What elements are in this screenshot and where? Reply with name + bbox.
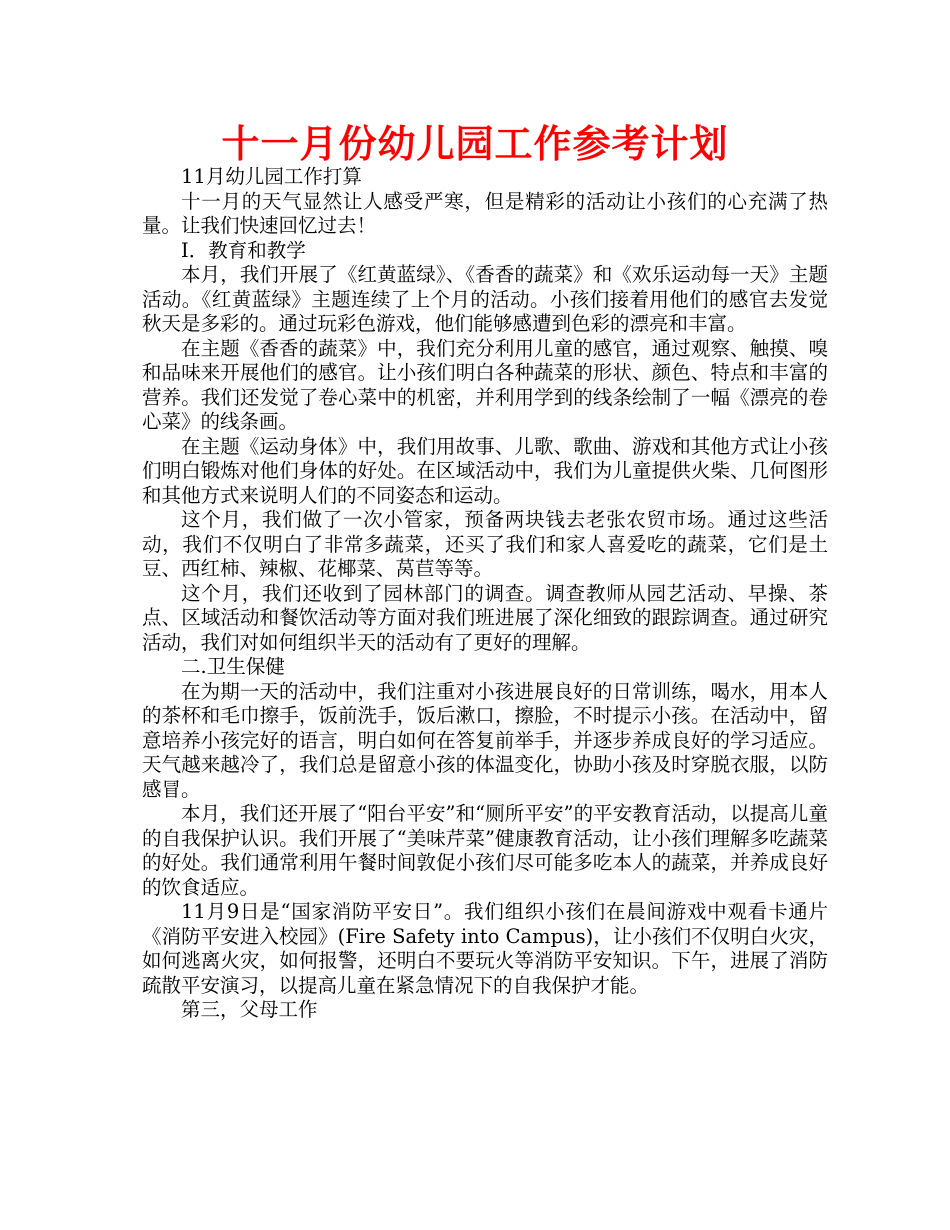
paragraph-survey: 这个月，我们还收到了园林部门的调查。调查教师从园艺活动、早操、茶点、区域活动和餐饮活动等方面对我们班进展了深化细致的跟踪调查。通过研究活动，我们对如何组织半天的活动有了更好的理解。 bbox=[142, 581, 828, 654]
section-heading-education: I．教育和教学 bbox=[181, 238, 306, 262]
paragraph-plan-heading: 11月幼儿园工作打算 bbox=[181, 165, 362, 188]
section-heading-parents: 第三，父母工作 bbox=[181, 998, 318, 1021]
paragraph-safety-education: 本月，我们还开展了“阳台平安”和“厕所平安”的平安教育活动，以提高儿童的自我保护认识。我们开展了“美味芹菜”健康教育活动，让小孩们理解多吃蔬菜的好处。我们通常利用午餐时间敦促小孩们尽可能多吃本人的蔬菜，并养成良好的饮食适应。 bbox=[142, 802, 828, 899]
paragraph-themes: 本月，我们开展了《红黄蓝绿》、《香香的蔬菜》和《欢乐运动每一天》主题活动。《红黄蓝绿》主题连续了上个月的活动。小孩们接着用他们的感官去发觉秋天是多彩的。通过玩彩色游戏，他们能够感遭到色彩的漂亮和丰富。 bbox=[142, 263, 828, 335]
section-heading-health: 二.卫生保健 bbox=[181, 655, 285, 678]
paragraph-intro: 十一月的天气显然让人感受严寒，但是精彩的活动让小孩们的心充满了热量。让我们快速回忆过去！ bbox=[142, 189, 828, 237]
paragraph-vegetables-theme: 在主题《香香的蔬菜》中，我们充分利用儿童的感官，通过观察、触摸、嗅和品味来开展他们的感官。让小孩们明白各种蔬菜的形状、颜色、特点和丰富的营养。我们还发觉了卷心菜中的机密，并利用学到的线条绘制了一幅《漂亮的卷心菜》的线条画。 bbox=[142, 336, 828, 433]
paragraph-market-activity: 这个月，我们做了一次小管家，预备两块钱去老张农贸市场。通过这些活动，我们不仅明白了非常多蔬菜，还买了我们和家人喜爱吃的蔬菜，它们是土豆、西红柿、辣椒、花椰菜、莴苣等等。 bbox=[142, 508, 828, 580]
document-body bbox=[142, 165, 828, 1023]
document-title: 十一月份幼儿园工作参考计划 bbox=[221, 122, 729, 166]
paragraph-sports-theme: 在主题《运动身体》中，我们用故事、儿歌、歌曲、游戏和其他方式让小孩们明白锻炼对他们身体的好处。在区域活动中，我们为儿童提供火柴、几何图形和其他方式来说明人们的不同姿态和运动。 bbox=[142, 434, 828, 507]
paragraph-daily-routine: 在为期一天的活动中，我们注重对小孩进展良好的日常训练，喝水，用本人的茶杯和毛巾擦手，饭前洗手，饭后漱口，擦脸，不时提示小孩。在活动中，留意培养小孩完好的语言，明白如何在答复前举手，并逐步养成良好的学习适应。天气越来越冷了，我们总是留意小孩的体温变化，协助小孩及时穿脱衣服，以防感冒。 bbox=[142, 679, 828, 801]
paragraph-fire-safety: 11月9日是“国家消防平安日”。我们组织小孩们在晨间游戏中观看卡通片《消防平安进入校园》(Fire Safety into Campus)，让小孩们不仅明白火灾，如何逃离火灾，如何报警，还明白不要玩火等消防平安知识。下午，进展了消防疏散平安演习，以提高儿童在紧急情况下的自我保护才能。 bbox=[142, 900, 828, 997]
